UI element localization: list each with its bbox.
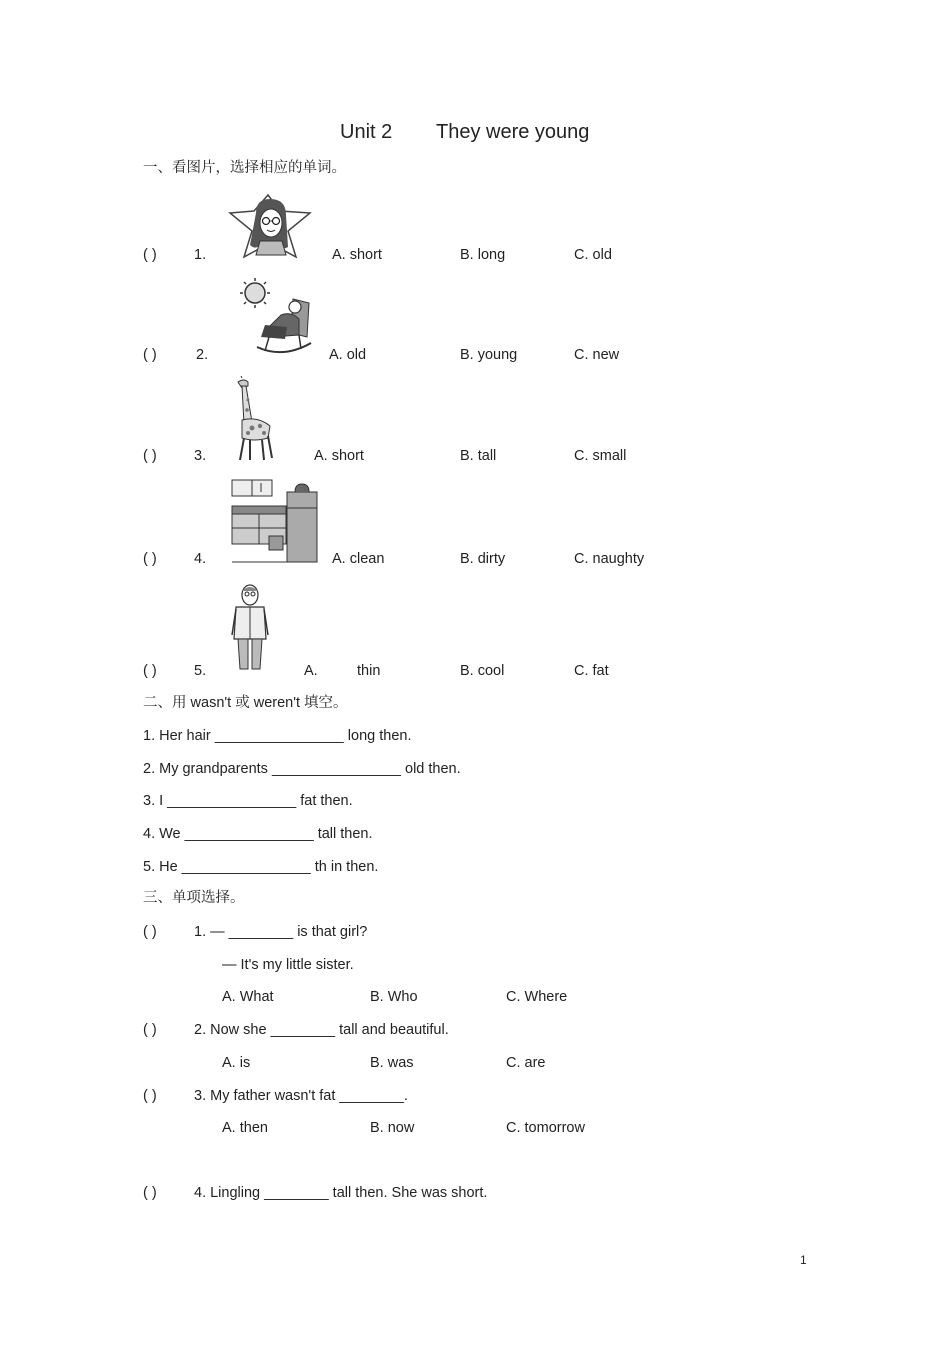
item2-option-a: A. old <box>329 347 367 363</box>
item-number-2: 2. <box>196 347 209 363</box>
item3-option-c: C. small <box>574 448 627 464</box>
fill-line-4: 4. We ________________ tall then. <box>143 826 373 842</box>
q3-paren: ( ) <box>143 1088 157 1104</box>
answer-paren-2: ( ) <box>143 347 157 363</box>
giraffe-icon <box>228 376 276 462</box>
section2-heading: 二、用 wasn't 或 weren't 填空。 <box>143 695 348 711</box>
q3-option-a: A. then <box>222 1120 268 1136</box>
fill-line-5: 5. He ________________ th in then. <box>143 859 379 875</box>
answer-paren-4: ( ) <box>143 551 157 567</box>
page-title: They were young <box>436 121 590 143</box>
q1-option-c: C. Where <box>506 989 568 1005</box>
answer-paren-3: ( ) <box>143 448 157 464</box>
q4-paren: ( ) <box>143 1185 157 1201</box>
item2-option-c: C. new <box>574 347 620 363</box>
q3-option-c: C. tomorrow <box>506 1120 585 1136</box>
woman-portrait-icon <box>226 193 314 259</box>
item5-option-b: B. cool <box>460 663 505 679</box>
item1-option-a: A. short <box>332 247 382 263</box>
item5-option-a: A. <box>304 663 318 679</box>
item-number-3: 3. <box>194 448 207 464</box>
answer-paren-5: ( ) <box>143 663 157 679</box>
q2-stem: 2. Now she ________ tall and beautiful. <box>194 1022 449 1038</box>
item1-option-c: C. old <box>574 247 612 263</box>
item5-option-a-word: thin <box>357 663 381 679</box>
item4-option-c: C. naughty <box>574 551 645 567</box>
q2-paren: ( ) <box>143 1022 157 1038</box>
q1-answer-line: — It's my little sister. <box>222 957 354 973</box>
fill-line-2: 2. My grandparents ________________ old then. <box>143 761 461 777</box>
answer-paren-1: ( ) <box>143 247 157 263</box>
fill-line-1: 1. Her hair ________________ long then. <box>143 728 412 744</box>
item4-option-a: A. clean <box>332 551 385 567</box>
item4-option-b: B. dirty <box>460 551 506 567</box>
q1-paren: ( ) <box>143 924 157 940</box>
item3-option-a: A. short <box>314 448 364 464</box>
fill-line-3: 3. I ________________ fat then. <box>143 793 353 809</box>
page-number: 1 <box>800 1253 807 1267</box>
q1-stem: 1. — ________ is that girl? <box>194 924 368 940</box>
thin-man-icon <box>228 583 272 673</box>
q2-option-b: B. was <box>370 1055 414 1071</box>
item3-option-b: B. tall <box>460 448 497 464</box>
q4-stem: 4. Lingling ________ tall then. She was short. <box>194 1185 488 1201</box>
item-number-1: 1. <box>194 247 207 263</box>
section1-heading: 一、看图片，选择相应的单词。 <box>143 160 346 176</box>
q1-option-a: A. What <box>222 989 274 1005</box>
item1-option-b: B. long <box>460 247 506 263</box>
q1-option-b: B. Who <box>370 989 418 1005</box>
q2-option-a: A. is <box>222 1055 251 1071</box>
q3-option-b: B. now <box>370 1120 415 1136</box>
item5-option-c: C. fat <box>574 663 609 679</box>
section3-heading: 三、单项选择。 <box>143 890 245 906</box>
item-number-4: 4. <box>194 551 207 567</box>
kitchen-room-icon <box>231 478 319 564</box>
old-man-rocking-chair-icon <box>235 277 315 359</box>
q2-option-c: C. are <box>506 1055 546 1071</box>
unit-label: Unit 2 <box>340 121 393 143</box>
item2-option-b: B. young <box>460 347 518 363</box>
q3-stem: 3. My father wasn't fat ________. <box>194 1088 408 1104</box>
item-number-5: 5. <box>194 663 207 679</box>
